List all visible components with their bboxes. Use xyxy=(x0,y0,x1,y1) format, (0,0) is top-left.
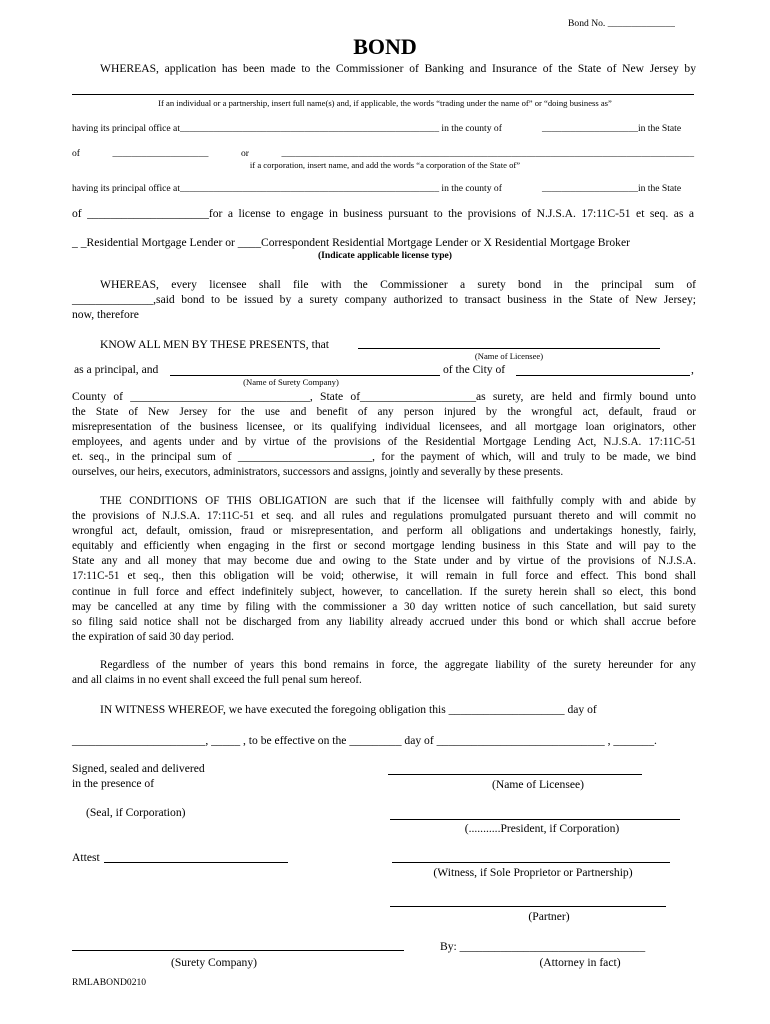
partner-signature-line xyxy=(390,906,666,907)
partner-caption: (Partner) xyxy=(528,910,570,923)
signed-sealed-label: Signed, sealed and delivered xyxy=(72,762,205,775)
whereas-surety-line-1: WHEREAS, every licensee shall file with the Commissioner a surety bond in the principal sum of xyxy=(100,278,696,291)
name-of-surety-note: (Name of Surety Company) xyxy=(243,377,339,387)
principal-office-line-1a: having its principal office at______________________________________________________ in the county of xyxy=(72,123,502,134)
conditions-line: wrongful act, default, omission, fraud or misrepresentation, and perform all obligations and undertakings honestly, fairly, xyxy=(72,525,696,538)
license-type-note: (Indicate applicable license type) xyxy=(317,250,453,261)
conditions-paragraph xyxy=(72,494,696,645)
aggregate-liability-paragraph xyxy=(72,658,696,688)
license-purpose-line: of _____________________for a license to engage in business pursuant to the provisions of N.J.S.A. 17:11C-51 et seq. as a xyxy=(72,207,694,220)
name-of-licensee-note: (Name of Licensee) xyxy=(474,351,544,361)
conditions-line: may be cancelled at any time by filing with the commissioner a 30 day written notice of such cancellation, but said surety xyxy=(72,600,696,613)
obligation-line: the State of New Jersey for the use and benefit of any person injured by the wrongful act, default, fraud or xyxy=(72,406,696,418)
whereas-surety-line-3: now, therefore xyxy=(72,308,139,321)
surety-company-caption: (Surety Company) xyxy=(171,956,257,969)
know-all-men-line: KNOW ALL MEN BY THESE PRESENTS, that xyxy=(100,338,329,351)
conditions-line: the expiration of said 30 day period. xyxy=(72,630,234,643)
conditions-line: State any and all money that may become due and owing to the State under and by virtue of the provisions of N.J.S.A. xyxy=(72,555,696,568)
obligation-paragraph xyxy=(72,405,696,480)
city-of-label: of the City of xyxy=(443,363,506,376)
attest-label: Attest xyxy=(72,851,100,864)
by-attorney-line: By: ________________________________ xyxy=(440,940,646,953)
corporation-instruction-note: if a corporation, insert name, and add the words “a corporation of the State of” xyxy=(249,160,521,170)
city-name-line xyxy=(516,375,690,376)
principal-office-line-1b: ____________________in the State xyxy=(542,123,682,134)
principal-office-line-2b: ____________________in the State xyxy=(542,183,682,194)
effective-date-line: _______________________, _____ , to be effective on the _________ day of _____________________________ , _______. xyxy=(72,734,657,747)
state-of-line-1: of ____________________ or ______________________________________________________________________________________ xyxy=(72,148,694,159)
whereas-surety-line-2: ______________,said bond to be issued by a surety company authorized to transact business in the State of New Jersey; xyxy=(72,293,696,306)
license-type-options: _ _Residential Mortgage Lender or ____Correspondent Residential Mortgage Lender or X Residential Mortgage Broker xyxy=(72,236,630,249)
form-code: RMLABOND0210 xyxy=(72,977,147,988)
liability-line: Regardless of the number of years this bond remains in force, the aggregate liability of the surety hereunder for any xyxy=(100,659,696,671)
licensee-signature-line xyxy=(388,774,642,775)
obligation-line: employees, and agents under and by virtue of the provisions of the Residential Mortgage Lending Act, N.J.S.A. 17:11C-51 xyxy=(72,436,696,449)
applicant-name-line xyxy=(72,94,694,95)
surety-name-line xyxy=(170,375,440,376)
obligation-line: misrepresentation of the business licensee, or its qualifying individual licensees, and all mortgage loan originators, other xyxy=(72,421,696,434)
name-of-licensee-caption: (Name of Licensee) xyxy=(491,778,585,791)
page-title: BOND xyxy=(353,34,417,59)
attest-signature-line xyxy=(104,862,288,863)
whereas-application-line: WHEREAS, application has been made to the Commissioner of Banking and Insurance of the State of New Jersey by xyxy=(100,62,696,75)
obligation-line: et. seq., in the principal sum of ________________________, for the payment of which, will and truly to be made, we bind xyxy=(72,451,696,464)
president-signature-line xyxy=(390,819,680,820)
conditions-line: THE CONDITIONS OF THIS OBLIGATION are such that if the licensee will faithfully comply with and abide by xyxy=(100,495,696,507)
in-witness-line: IN WITNESS WHEREOF, we have executed the foregoing obligation this ____________________ day of xyxy=(100,703,597,716)
conditions-line: continue in full force and effect indefinitely subject, however, to cancellation. If the surety herein shall so elect, this bond xyxy=(72,585,696,598)
county-state-line: County of _______________________________, State of____________________as surety, are held and firmly bound unto xyxy=(72,390,696,403)
licensee-name-line xyxy=(358,348,660,349)
attorney-caption: (Attorney in fact) xyxy=(539,956,621,969)
principal-office-line-2a: having its principal office at______________________________________________________ in the county of xyxy=(72,183,502,194)
obligation-line: ourselves, our heirs, executors, administrators, successors and assigns, jointly and severally by these presents. xyxy=(72,466,564,479)
city-comma: , xyxy=(691,363,694,376)
surety-signature-line xyxy=(72,950,404,951)
as-principal-label: as a principal, and xyxy=(74,363,159,376)
conditions-line: the provisions of N.J.S.A. 17:11C-51 et seq. and all rules and regulations promulgated pursuant thereto and will commit no xyxy=(72,510,696,523)
liability-line: and all claims in no event shall exceed the full penal sum hereof. xyxy=(72,674,362,687)
seal-corporation-label: (Seal, if Corporation) xyxy=(86,806,186,819)
witness-signature-line xyxy=(392,862,670,863)
conditions-line: equitably and efficiently when engaging in the first or second mortgage lending business in this State and will pay to the xyxy=(72,540,696,553)
bond-number: Bond No. ______________ xyxy=(568,18,675,29)
in-presence-label: in the presence of xyxy=(72,777,155,790)
president-caption: (...........President, if Corporation) xyxy=(464,822,620,835)
conditions-line: 17:11C-51 et seq., then this obligation will be void; otherwise, it will remain in full force and effect. This bond shall xyxy=(72,570,696,583)
witness-caption: (Witness, if Sole Proprietor or Partnership) xyxy=(433,866,633,879)
conditions-line: so filing said notice shall not be discharged from any liability already accrued under this bond or which shall accrue before xyxy=(72,615,696,628)
individual-instruction-note: If an individual or a partnership, insert full name(s) and, if applicable, the words “trading under the name of” or “doing business as” xyxy=(158,98,612,108)
